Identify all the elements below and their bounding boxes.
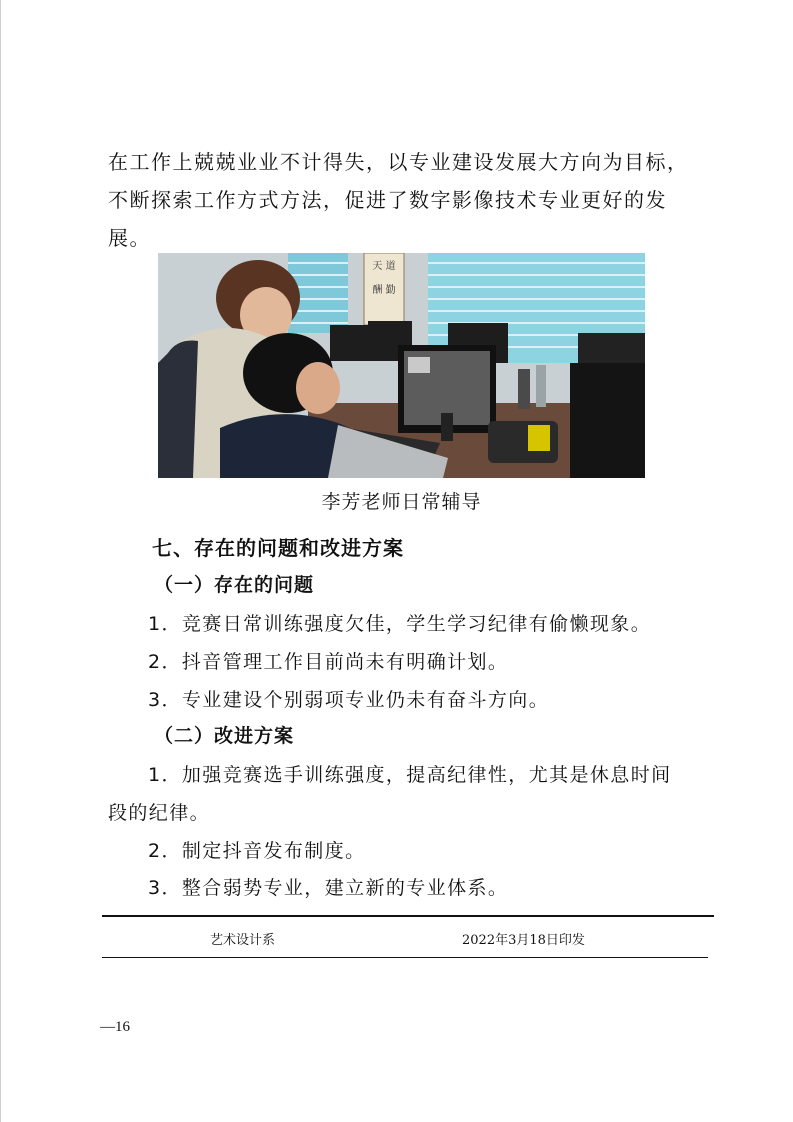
- intro-line-1: 在工作上兢兢业业不计得失，以专业建设发展大方向为目标，: [108, 150, 689, 174]
- solution-item-1-line-1: 1．加强竞赛选手训练强度，提高纪律性，尤其是休息时间: [148, 764, 672, 786]
- problem-item-2: 2．抖音管理工作目前尚未有明确计划。: [148, 651, 509, 673]
- intro-paragraph: [108, 143, 700, 257]
- footer-bottom-rule: [102, 957, 708, 958]
- scroll-calligraphy: 天 道: [372, 261, 396, 272]
- page-number: —16: [100, 1019, 130, 1035]
- intro-line-3: 展。: [108, 226, 151, 250]
- problem-item-3: 3．专业建设个别弱项专业仍未有奋斗方向。: [148, 689, 550, 711]
- page-edge: [0, 0, 1, 1122]
- solution-item-3: 3．整合弱势专业，建立新的专业体系。: [148, 877, 509, 899]
- classroom-photo: [158, 253, 645, 478]
- footer-top-rule: [102, 915, 714, 917]
- solutions-heading: （二）改进方案: [154, 725, 295, 747]
- svg-text:酬 勤: 酬 勤: [372, 285, 396, 296]
- solution-item-2: 2．制定抖音发布制度。: [148, 840, 366, 862]
- photo-illustration: [158, 253, 645, 478]
- photo-caption: 李芳老师日常辅导: [321, 491, 482, 513]
- section-title: 七、存在的问题和改进方案: [152, 536, 404, 560]
- intro-line-2: 不断探索工作方式方法，促进了数字影像技术专业更好的发: [108, 188, 667, 212]
- footer-date: 2022年3月18日印发: [462, 933, 585, 948]
- solution-item-1-line-2: 段的纪律。: [108, 802, 211, 824]
- problems-heading: （一）存在的问题: [154, 574, 315, 596]
- problem-item-1: 1．竞赛日常训练强度欠佳，学生学习纪律有偷懒现象。: [148, 613, 652, 635]
- footer-department: 艺术设计系: [210, 933, 276, 948]
